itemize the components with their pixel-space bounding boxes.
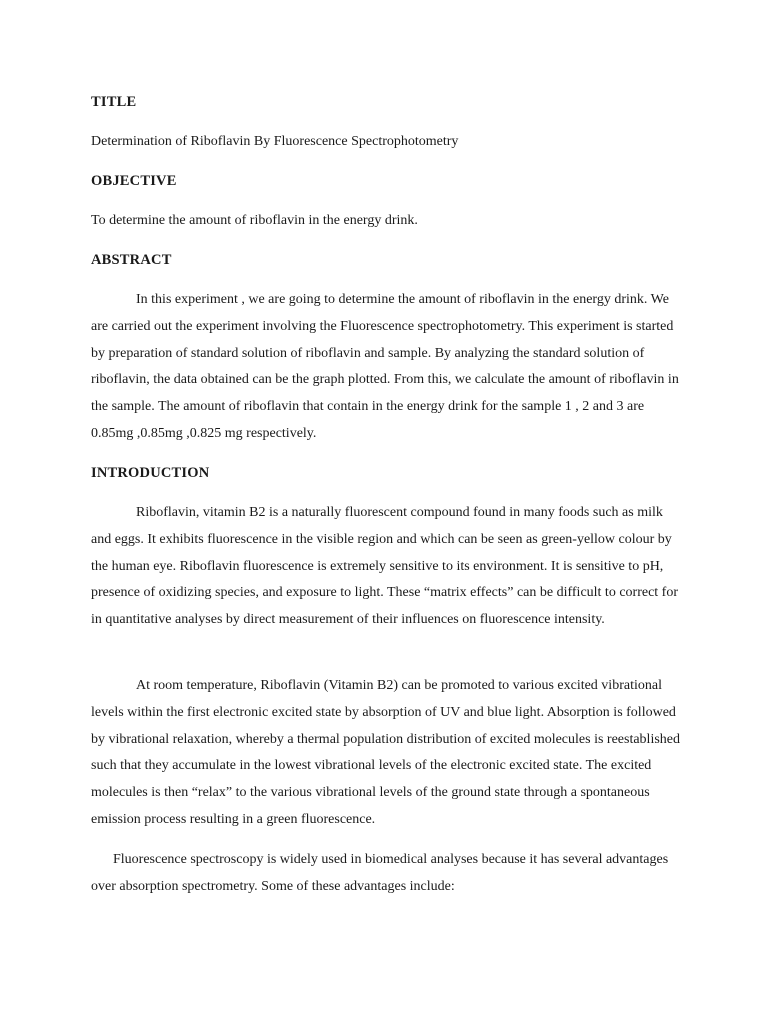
- intro-paragraph-2: [91, 673, 681, 834]
- intro-paragraph-1: [91, 500, 681, 634]
- intro-paragraph-2-text: At room temperature, Riboflavin (Vitamin B2) can be promoted to various excited vibrational levels within the first electronic excited state by absorption of UV and blue light. Absorption is followed by vibrational relaxation, whereby a thermal population distribution of excited molecules is reestablished such that they accumulate in the lowest vibrational levels of the electronic excited state. The excited molecules is then “relax” to the various vibrational levels of the ground state through a spontaneous emission process resulting in a green fluorescence.: [91, 678, 680, 827]
- objective-text: To determine the amount of riboflavin in the energy drink.: [91, 213, 418, 228]
- title-heading: TITLE: [91, 94, 137, 110]
- intro-paragraph-3-text: Fluorescence spectroscopy is widely used in biomedical analyses because it has several advantages over absorption spectrometry. Some of these advantages include:: [91, 852, 669, 894]
- introduction-heading: INTRODUCTION: [91, 465, 210, 481]
- abstract-paragraph-text: In this experiment , we are going to determine the amount of riboflavin in the energy drink. We are carried out the experiment involving the Fluorescence spectrophotometry. This experiment is started by preparation of standard solution of riboflavin and sample. By analyzing the standard solution of riboflavin, the data obtained can be the graph plotted. From this, we calculate the amount of riboflavin in the sample. The amount of riboflavin that contain in the energy drink for the sample 1 , 2 and 3 are 0.85mg ,0.85mg ,0.825 mg respectively.: [91, 292, 679, 441]
- intro-paragraph-3: [91, 847, 681, 901]
- objective-heading: OBJECTIVE: [91, 173, 177, 189]
- abstract-paragraph: [91, 287, 681, 448]
- abstract-heading: ABSTRACT: [91, 252, 172, 268]
- title-text: Determination of Riboflavin By Fluorescence Spectrophotometry: [91, 134, 459, 149]
- intro-paragraph-1-text: Riboflavin, vitamin B2 is a naturally fluorescent compound found in many foods such as milk and eggs. It exhibits fluorescence in the visible region and which can be seen as green-yellow colour by the human eye. Riboflavin fluorescence is extremely sensitive to its environment. It is sensitive to pH, presence of oxidizing species, and exposure to light. These “matrix effects” can be difficult to correct for in quantitative analyses by direct measurement of their influences on fluorescence intensity.: [91, 505, 679, 628]
